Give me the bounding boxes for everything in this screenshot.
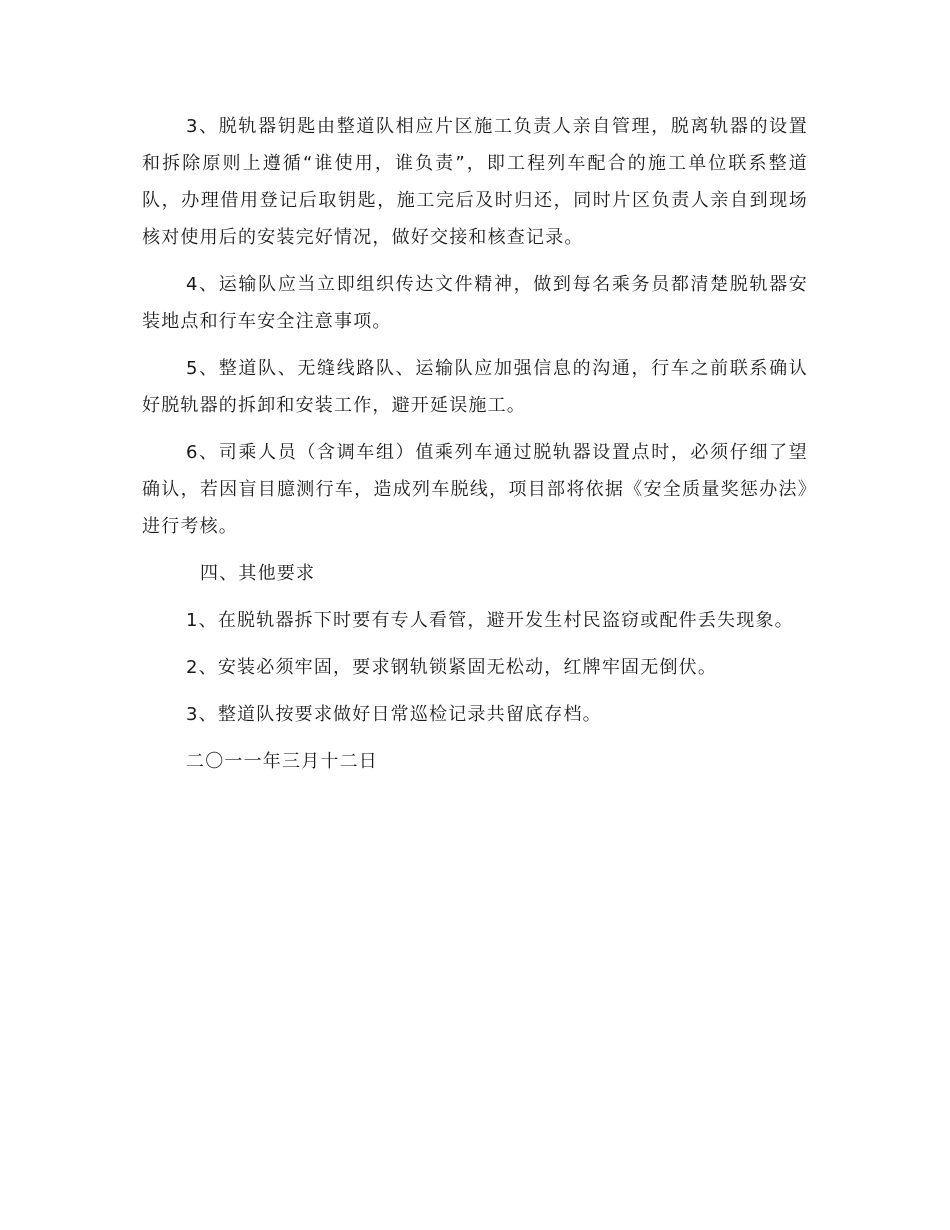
paragraph-item-5: 5、整道队、无缝线路队、运输队应加强信息的沟通，行车之前联系确认好脱轨器的拆卸和安装工作，避开延误施工。	[142, 358, 808, 416]
section-heading: 四、其他要求	[200, 563, 316, 584]
paragraph-item-6: 6、司乘人员（含调车组）值乘列车通过脱轨器设置点时，必须仔细了望确认，若因盲目臆测行车，造成列车脱线，项目部将依据《安全质量奖惩办法》进行考核。	[142, 442, 808, 537]
paragraph-item-4: 4、运输队应当立即组织传达文件精神，做到每名乘务员都清楚脱轨器安装地点和行车安全注意事项。	[142, 274, 808, 332]
paragraph-item-3: 3、脱轨器钥匙由整道队相应片区施工负责人亲自管理，脱离轨器的设置和拆除原则上遵循“谁使用，谁负责”，即工程列车配合的施工单位联系整道队，办理借用登记后取钥匙，施工完后及时归还，同时片区负责人亲自到现场核对使用后的安装完好情况，做好交接和核查记录。	[142, 116, 808, 248]
document-date: 二〇一一年三月十二日	[186, 751, 378, 772]
document-body	[142, 108, 808, 780]
requirement-item-3: 3、整道队按要求做好日常巡检记录共留底存档。	[186, 704, 602, 725]
requirement-item-1: 1、在脱轨器拆下时要有专人看管，避开发生村民盗窃或配件丢失现象。	[186, 610, 794, 631]
requirement-item-2: 2、安装必须牢固，要求钢轨锁紧固无松动，红牌牢固无倒伏。	[186, 657, 718, 678]
